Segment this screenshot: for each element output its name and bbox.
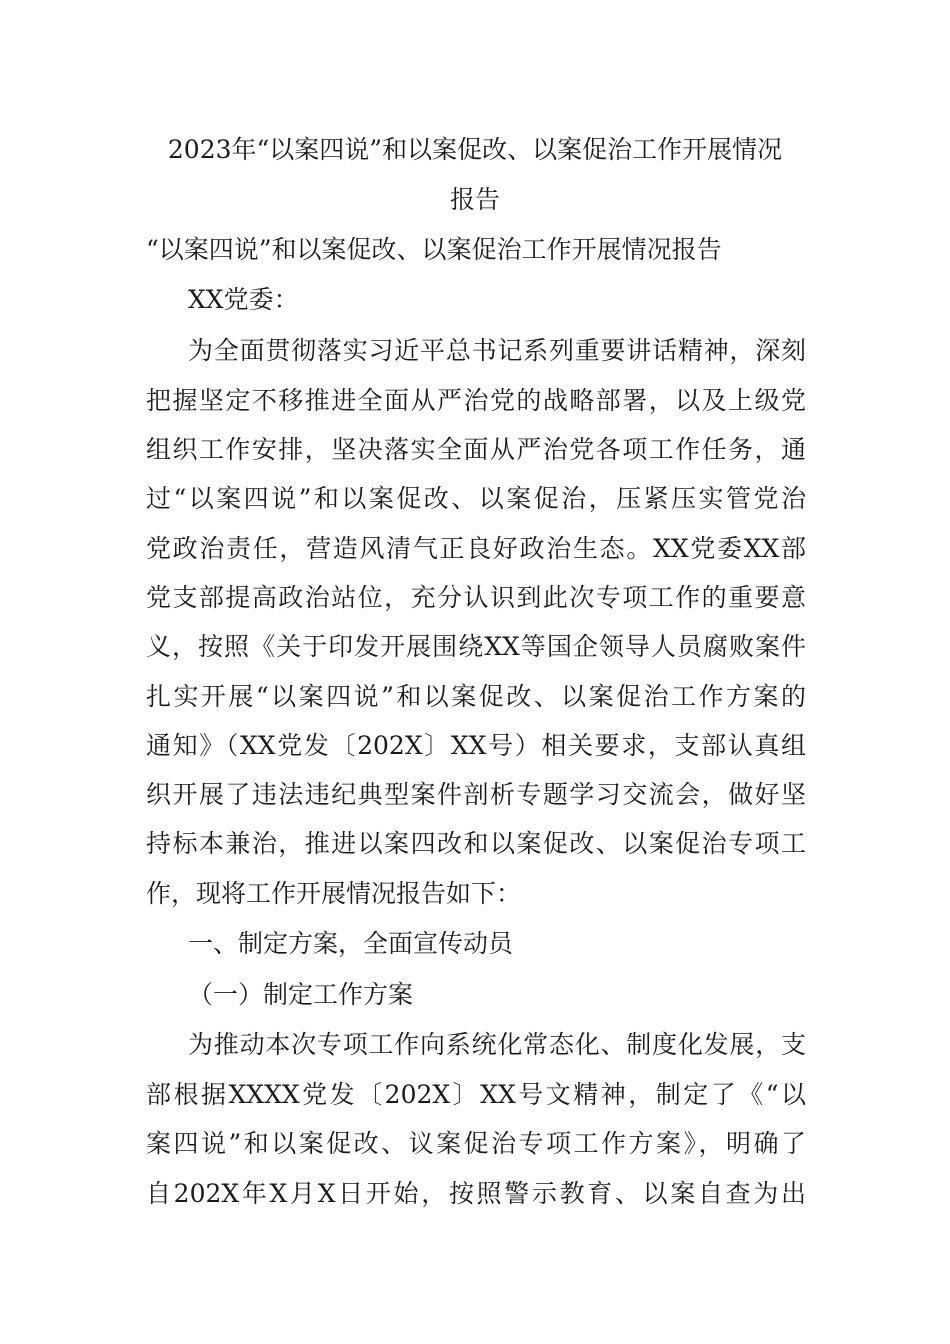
paragraph-line: 把握坚定不移推进全面从严治党的战略部署，以及上级党 [146, 386, 806, 415]
paragraph-line: 组织工作安排，坚决落实全面从严治党各项工作任务，通 [146, 435, 806, 464]
paragraph-line: 作，现将工作开展情况报告如下： [146, 879, 522, 908]
paragraph-line: 义，按照《关于印发开展围绕XX等国企领导人员腐败案件 [146, 632, 806, 661]
paragraph-line: 自202X年X月X日开始，按照警示教育、以案自查为出 [146, 1179, 806, 1208]
subsection-heading-1-1: （一）制定工作方案 [188, 980, 414, 1009]
salutation: XX党委： [188, 285, 299, 314]
paragraph-line: 党政治责任，营造风清气正良好政治生态。XX党委XX部 [146, 534, 806, 563]
paragraph-line: 持标本兼治，推进以案四改和以案促改、以案促治专项工 [146, 829, 806, 858]
paragraph-line: 织开展了违法违纪典型案件剖析专题学习交流会，做好坚 [146, 780, 806, 809]
paragraph-line: 通知》（XX党发〔202X〕XX号）相关要求，支部认真组 [146, 731, 806, 760]
paragraph-line: 党支部提高政治站位，充分认识到此次专项工作的重要意 [146, 583, 806, 612]
paragraph-line: 扎实开展“以案四说”和以案促改、以案促治工作方案的 [146, 682, 806, 711]
document-title-line-1: 2023年“以案四说”和以案促改、以案促治工作开展情况 [167, 135, 783, 164]
paragraph-line: 为全面贯彻落实习近平总书记系列重要讲话精神，深刻 [188, 336, 806, 365]
paragraph-line: 过“以案四说”和以案促改、以案促治，压紧压实管党治 [146, 484, 806, 513]
paragraph-line: 为推动本次专项工作向系统化常态化、制度化发展，支 [188, 1030, 806, 1059]
paragraph-line: 案四说”和以案促改、议案促治专项工作方案》，明确了 [146, 1129, 806, 1158]
document-subtitle: “以案四说”和以案促改、以案促治工作开展情况报告 [146, 235, 722, 264]
section-heading-1: 一、制定方案，全面宣传动员 [188, 929, 514, 958]
paragraph-line: 部根据XXXX党发〔202X〕XX号文精神，制定了《“以 [146, 1080, 806, 1109]
document-title-line-2: 报告 [449, 185, 500, 214]
